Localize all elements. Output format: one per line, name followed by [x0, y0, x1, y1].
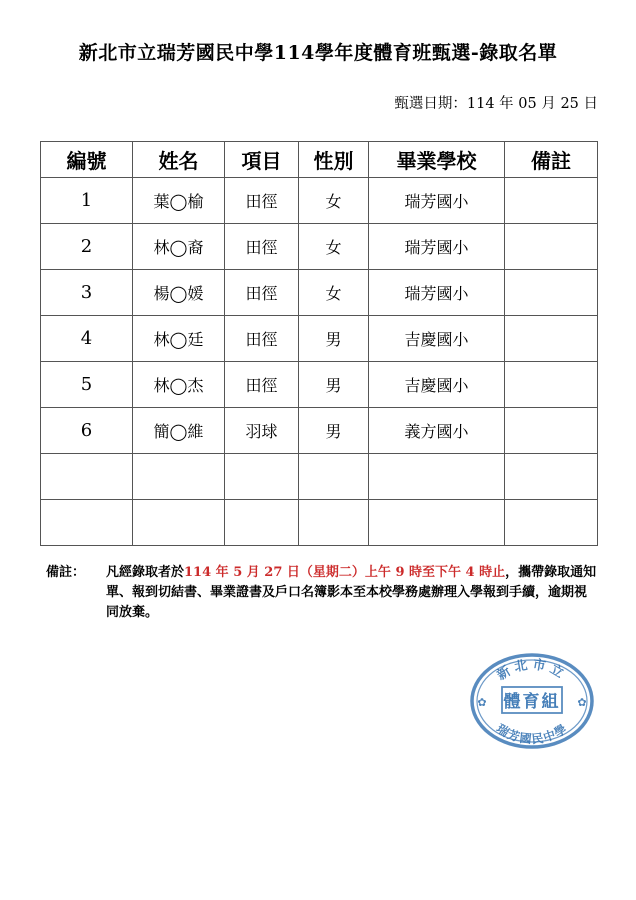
table-row	[41, 408, 598, 454]
cell-school: 吉慶國小	[369, 316, 505, 362]
cell-number: 3	[41, 270, 133, 316]
cell-number: 4	[41, 316, 133, 362]
cell-gender: 女	[299, 178, 369, 224]
cell-name: 林◯裔	[133, 224, 225, 270]
cell-number	[41, 454, 133, 500]
remarks-text	[106, 563, 598, 623]
cell-school: 瑞芳國小	[369, 224, 505, 270]
cell-event: 田徑	[225, 178, 299, 224]
cell-number: 2	[41, 224, 133, 270]
header-event: 項目	[225, 142, 299, 178]
cell-gender: 女	[299, 270, 369, 316]
cell-number	[41, 500, 133, 546]
cell-school: 吉慶國小	[369, 362, 505, 408]
cell-number: 5	[41, 362, 133, 408]
cell-gender	[299, 500, 369, 546]
cell-name: 簡◯維	[133, 408, 225, 454]
header-number: 編號	[41, 142, 133, 178]
table-row	[41, 224, 598, 270]
cell-name: 葉◯榆	[133, 178, 225, 224]
cell-name: 楊◯媛	[133, 270, 225, 316]
cell-gender: 男	[299, 408, 369, 454]
cell-remark	[505, 500, 598, 546]
cell-number: 1	[41, 178, 133, 224]
seal-star-icon: ✿	[477, 696, 487, 709]
cell-event: 田徑	[225, 316, 299, 362]
cell-name	[133, 500, 225, 546]
table-row	[41, 362, 598, 408]
table-row-empty	[41, 454, 598, 500]
cell-gender	[299, 454, 369, 500]
table-header-row	[41, 142, 598, 178]
cell-gender: 男	[299, 362, 369, 408]
seal-top-text: 新北市立	[494, 657, 570, 684]
cell-number: 6	[41, 408, 133, 454]
selection-date: 甄選日期：114 年 05 月 25 日	[394, 96, 598, 112]
cell-event: 田徑	[225, 362, 299, 408]
seal-bottom-text: 瑞芳國民中學	[494, 721, 570, 747]
table-row	[41, 270, 598, 316]
remarks-deadline: 114 年 5 月 27 日（星期二）上午 9 時至下午 4 時止	[184, 565, 506, 580]
cell-event	[225, 500, 299, 546]
table-row	[41, 178, 598, 224]
cell-event: 羽球	[225, 408, 299, 454]
cell-event: 田徑	[225, 270, 299, 316]
cell-remark	[505, 454, 598, 500]
cell-name: 林◯廷	[133, 316, 225, 362]
cell-school: 義方國小	[369, 408, 505, 454]
cell-gender: 女	[299, 224, 369, 270]
cell-remark	[505, 224, 598, 270]
remarks-label: 備註：	[46, 565, 86, 580]
cell-school: 瑞芳國小	[369, 178, 505, 224]
header-name: 姓名	[133, 142, 225, 178]
document-title: 新北市立瑞芳國民中學114學年度體育班甄選-錄取名單	[78, 42, 558, 64]
cell-remark	[505, 362, 598, 408]
header-remark: 備註	[505, 142, 598, 178]
admission-table	[40, 141, 598, 546]
cell-remark	[505, 178, 598, 224]
cell-name: 林◯杰	[133, 362, 225, 408]
table-row-empty	[41, 500, 598, 546]
remarks-text-after: ，攜帶錄取通知單、報到切結書、畢業證書及戶口名簿影本至本校學務處辦理入學報到手續，逾期視同放棄。	[106, 565, 597, 620]
cell-remark	[505, 408, 598, 454]
school-seal-stamp	[468, 651, 596, 749]
seal-center-text: 體育組	[503, 692, 561, 712]
cell-event	[225, 454, 299, 500]
header-gender: 性別	[299, 142, 369, 178]
header-school: 畢業學校	[369, 142, 505, 178]
cell-remark	[505, 316, 598, 362]
cell-school	[369, 500, 505, 546]
cell-event: 田徑	[225, 224, 299, 270]
cell-gender: 男	[299, 316, 369, 362]
table-row	[41, 316, 598, 362]
seal-star-icon: ✿	[577, 696, 587, 709]
cell-name	[133, 454, 225, 500]
cell-school: 瑞芳國小	[369, 270, 505, 316]
cell-school	[369, 454, 505, 500]
remarks-text-before: 凡經錄取者於	[106, 565, 185, 580]
cell-remark	[505, 270, 598, 316]
